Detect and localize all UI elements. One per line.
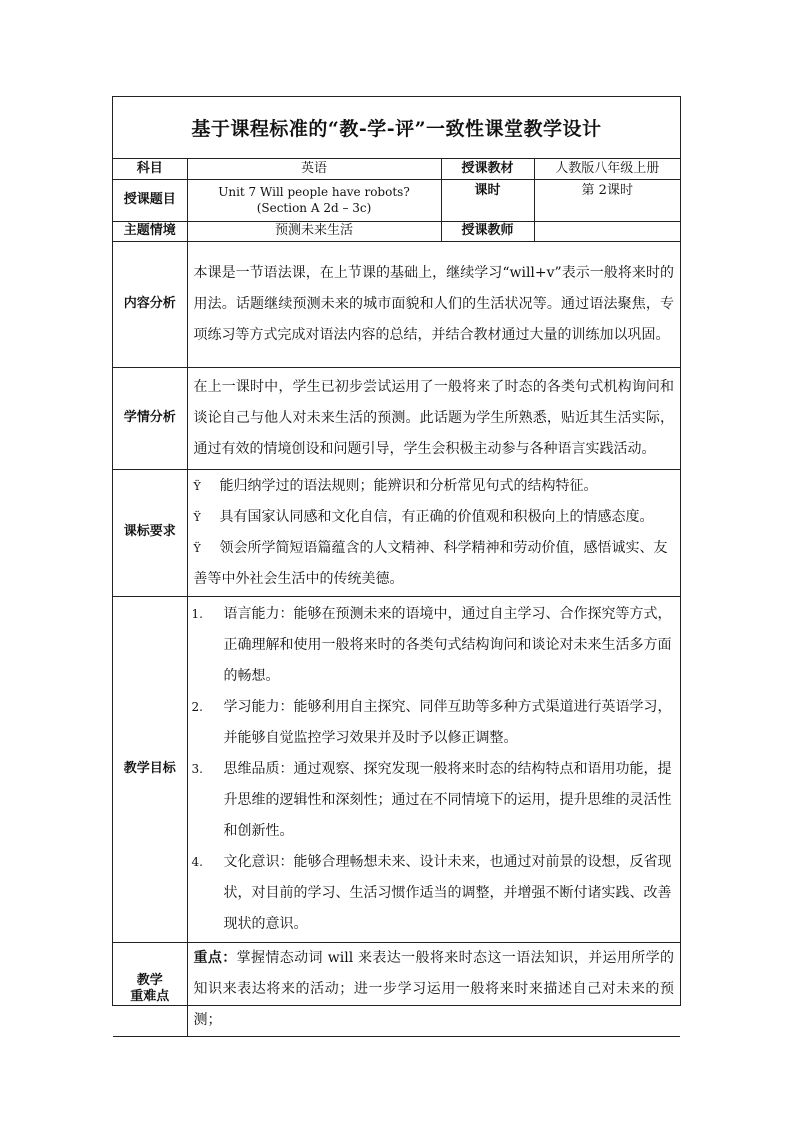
goal-item [192,599,675,692]
key-points-text: 重点：掌握情态动词 will 来表达一般将来时态这一语法知识，并运用所学的知识来表达将来的活动；进一步学习运用一般将来时来描述自己对未来的预测； [187,942,680,1036]
goals-label: 教学目标 [113,596,187,942]
topic-label: 授课题目 [113,179,187,221]
period-value: 第 2课时 [534,179,680,221]
document-title: 基于课程标准的“教-学-评”一致性课堂教学设计 [113,97,680,159]
standards-list [187,469,680,596]
theme-value: 预测未来生活 [187,221,441,241]
goal-number: 2. [191,699,203,714]
goal-item [192,847,675,940]
key-points-label: 教学 重难点 [113,942,187,1036]
goal-number: 4. [191,854,203,869]
subject-label: 科目 [113,159,187,179]
topic-value [187,179,441,221]
period-label: 课时 [441,179,534,221]
teacher-value [534,221,680,241]
goal-text: 文化意识：能够合理畅想未来、设计未来，也通过对前景的设想，反省现状，对目前的学习、生活习惯作适当的调整，并增强不断付诸实践、改善现状的意识。 [223,853,672,932]
subject-value: 英语 [187,159,441,179]
goal-item [192,754,675,847]
theme-label: 主题情境 [113,221,187,241]
content-analysis-label: 内容分析 [113,241,187,367]
standards-item: Ÿ 能归纳学过的语法规则；能辨识和分析常见句式的结构特征。 [194,471,675,502]
teacher-label: 授课教师 [441,221,534,241]
lesson-plan-document [112,96,681,1028]
student-analysis-text: 在上一课时中，学生已初步尝试运用了一般将来了时态的各类句式机构询问和谈论自己与他人对未来生活的预测。此话题为学生所熟悉，贴近其生活实际，通过有效的情境创设和问题引导，学生会积极主动参与各种语言实践活动。 [187,367,680,469]
bullet-icon: Ÿ [193,541,201,555]
standards-item: Ÿ 领会所学简短语篇蕴含的人文精神、科学精神和劳动价值，感悟诚实、友善等中外社会生活中的传统美德。 [194,533,675,595]
goal-number: 1. [191,606,203,621]
content-analysis-text: 本课是一节语法课，在上节课的基础上，继续学习“will+v”表示一般将来时的用法。话题继续预测未来的城市面貌和人们的生活状况等。通过语法聚焦，专项练习等方式完成对语法内容的总结，并结合教材通过大量的训练加以巩固。 [187,241,680,367]
student-analysis-label: 学情分析 [113,367,187,469]
content-analysis-row [113,241,680,367]
goal-text: 思维品质：通过观察、探究发现一般将来时态的结构特点和语用功能，提升思维的逻辑性和深刻性；通过在不同情境下的运用，提升思维的灵活性和创新性。 [223,760,672,839]
goal-text: 学习能力：能够利用自主探究、同伴互助等多种方式渠道进行英语学习，并能够自觉监控学习效果并及时予以修正调整。 [223,698,672,746]
bullet-icon: Ÿ [193,479,201,493]
topic-line-2: (Section A 2d – 3c) [256,201,372,215]
standards-label: 课标要求 [113,469,187,596]
goals-row [113,596,680,942]
standards-item: Ÿ 具有国家认同感和文化自信，有正确的价值观和积极向上的情感态度。 [194,502,675,533]
standards-row [113,469,680,596]
goals-list [187,596,680,942]
student-analysis-row [113,367,680,469]
goal-item [192,692,675,754]
subject-row [113,159,680,179]
textbook-label: 授课教材 [441,159,534,179]
theme-row [113,221,680,241]
topic-row [113,179,680,221]
textbook-value: 人教版八年级上册 [534,159,680,179]
key-points-row [113,942,680,1036]
goal-number: 3. [191,761,203,776]
goal-text: 语言能力：能够在预测未来的语境中，通过自主学习、合作探究等方式，正确理解和使用一般将来时的各类句式结构询问和谈论对未来生活多方面的畅想。 [223,605,672,684]
bullet-icon: Ÿ [193,510,201,524]
lesson-plan-table [113,159,680,1037]
topic-line-1: Unit 7 Will people have robots? [218,185,410,199]
key-points-prefix: 重点： [193,949,237,966]
